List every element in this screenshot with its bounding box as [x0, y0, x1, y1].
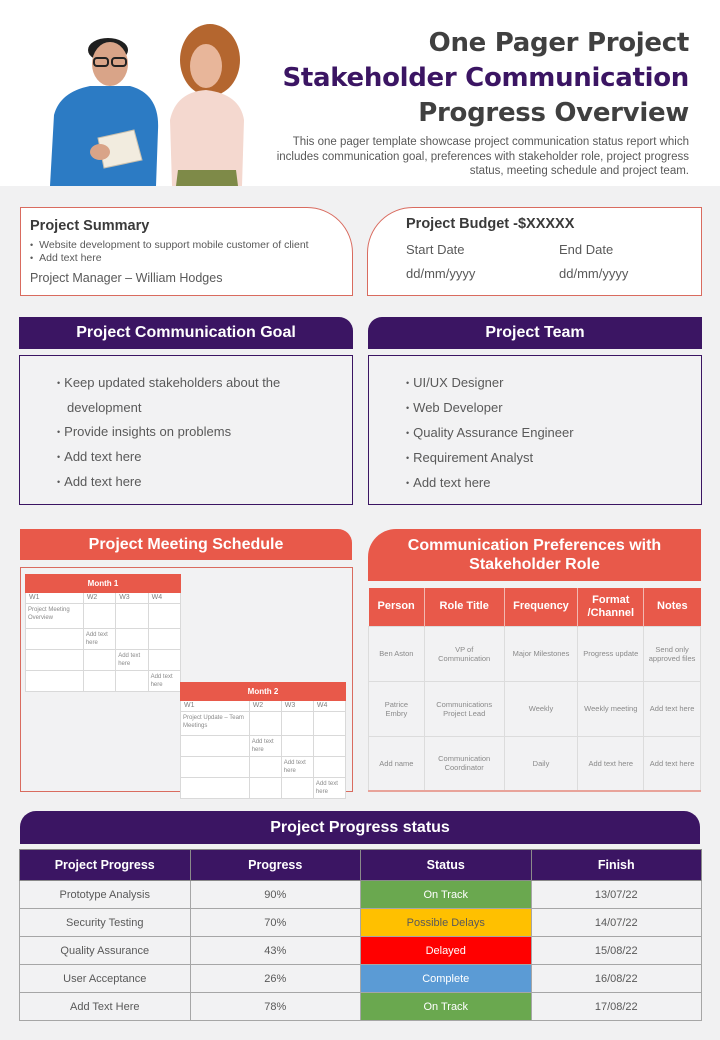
table-row — [369, 736, 701, 791]
finish-date: 16/08/22 — [531, 965, 702, 993]
column-header: Finish — [531, 850, 702, 881]
table-cell: Daily — [504, 736, 578, 791]
column-header: Role Title — [424, 588, 504, 626]
week-label: W4 — [313, 701, 345, 712]
progress-status-table — [19, 849, 702, 1021]
progress-status-header: Project Progress status — [20, 811, 700, 844]
table-cell: Progress update — [578, 626, 644, 681]
column-header: Format /Channel — [578, 588, 644, 626]
meeting-schedule-header: Project Meeting Schedule — [20, 529, 352, 560]
people-photo — [30, 20, 260, 186]
table-row — [20, 909, 702, 937]
column-header: Notes — [644, 588, 701, 626]
calendar-entry: Add text here — [148, 671, 180, 692]
table-cell: Communication Coordinator — [424, 736, 504, 791]
column-header: Person — [369, 588, 425, 626]
table-cell: Weekly meeting — [578, 681, 644, 736]
header — [0, 0, 720, 186]
progress-value: 26% — [190, 965, 361, 993]
communication-preferences-header: Communication Preferences with Stakeholder Role — [368, 529, 701, 581]
title-line-2: Stakeholder Communication — [282, 63, 689, 93]
progress-value: 43% — [190, 937, 361, 965]
table-cell: Weekly — [504, 681, 578, 736]
finish-date: 14/07/22 — [531, 909, 702, 937]
project-team-box — [368, 355, 702, 505]
calendar-entry: Add text here — [249, 736, 281, 757]
task-name: Prototype Analysis — [20, 881, 191, 909]
status-badge: On Track — [361, 881, 532, 909]
finish-date: 15/08/22 — [531, 937, 702, 965]
table-row — [20, 937, 702, 965]
team-item: • Quality Assurance Engineer — [406, 421, 666, 446]
table-row — [20, 993, 702, 1021]
table-cell: Add name — [369, 736, 425, 791]
summary-bullet: • Add text here — [30, 252, 309, 265]
week-label: W1 — [181, 701, 250, 712]
title-line-3: Progress Overview — [418, 98, 689, 128]
table-row — [20, 881, 702, 909]
month-2-calendar — [180, 682, 346, 799]
table-cell: VP of Communication — [424, 626, 504, 681]
table-cell: Add text here — [644, 736, 701, 791]
column-header: Status — [361, 850, 532, 881]
table-row — [369, 626, 701, 681]
project-summary-card — [20, 207, 353, 296]
month-1-calendar — [25, 574, 181, 692]
finish-date: 17/08/22 — [531, 993, 702, 1021]
table-cell: Major Milestones — [504, 626, 578, 681]
team-item: • Requirement Analyst — [406, 446, 666, 471]
table-cell: Patrice Embry — [369, 681, 425, 736]
calendar-entry: Project Update – Team Meetings — [181, 712, 250, 736]
table-cell: Send only approved files — [644, 626, 701, 681]
status-badge: Possible Delays — [361, 909, 532, 937]
start-date-value: dd/mm/yyyy — [406, 266, 476, 281]
calendar-entry: Project Meeting Overview — [26, 604, 84, 629]
task-name: Add Text Here — [20, 993, 191, 1021]
summary-title: Project Summary — [30, 218, 150, 234]
progress-value: 78% — [190, 993, 361, 1021]
status-badge: Delayed — [361, 937, 532, 965]
project-manager: Project Manager – William Hodges — [30, 271, 223, 285]
week-label: W1 — [26, 593, 84, 604]
task-name: User Acceptance — [20, 965, 191, 993]
week-label: W3 — [116, 593, 148, 604]
column-header: Progress — [190, 850, 361, 881]
table-cell: Ben Aston — [369, 626, 425, 681]
week-label: W2 — [83, 593, 115, 604]
communication-preferences-table — [368, 588, 701, 792]
task-name: Security Testing — [20, 909, 191, 937]
calendar-entry: Add text here — [116, 650, 148, 671]
calendar-entry: Add text here — [313, 778, 345, 799]
month-1-header: Month 1 — [26, 575, 181, 593]
table-cell: Add text here — [578, 736, 644, 791]
status-badge: Complete — [361, 965, 532, 993]
team-item: • UI/UX Designer — [406, 371, 666, 396]
project-budget-card — [367, 207, 702, 296]
title-line-1: One Pager Project — [428, 28, 689, 58]
end-date-value: dd/mm/yyyy — [559, 266, 629, 281]
summary-bullets — [30, 239, 309, 265]
calendar-entry: Add text here — [281, 757, 313, 778]
task-name: Quality Assurance — [20, 937, 191, 965]
week-label: W4 — [148, 593, 180, 604]
finish-date: 13/07/22 — [531, 881, 702, 909]
communication-goal-box — [19, 355, 353, 505]
page-subtitle: This one pager template showcase project communication status report which includes communication goal, preferences with stakeholder role, project progress status, meeting schedule and project team. — [276, 136, 689, 177]
progress-value: 70% — [190, 909, 361, 937]
page-title — [282, 26, 689, 131]
table-cell: Add text here — [644, 681, 701, 736]
goal-item: • Add text here — [57, 445, 317, 470]
communication-goal-header: Project Communication Goal — [19, 317, 353, 349]
week-label: W3 — [281, 701, 313, 712]
week-label: W2 — [249, 701, 281, 712]
budget-title: Project Budget -$XXXXX — [406, 216, 575, 232]
team-item: • Add text here — [406, 471, 666, 496]
month-2-header: Month 2 — [181, 683, 346, 701]
progress-value: 90% — [190, 881, 361, 909]
table-cell: Communications Project Lead — [424, 681, 504, 736]
summary-bullet: • Website development to support mobile customer of client — [30, 239, 309, 252]
goal-item: • Provide insights on problems — [57, 420, 317, 445]
goal-item: • Add text here — [57, 470, 317, 495]
calendar-entry: Add text here — [83, 629, 115, 650]
start-date-label: Start Date — [406, 242, 465, 257]
status-badge: On Track — [361, 993, 532, 1021]
goal-item: • Keep updated stakeholders about the development — [57, 371, 317, 420]
end-date-label: End Date — [559, 242, 614, 257]
column-header: Frequency — [504, 588, 578, 626]
table-row — [20, 965, 702, 993]
team-item: • Web Developer — [406, 396, 666, 421]
project-team-header: Project Team — [368, 317, 702, 349]
column-header: Project Progress — [20, 850, 191, 881]
table-row — [369, 681, 701, 736]
